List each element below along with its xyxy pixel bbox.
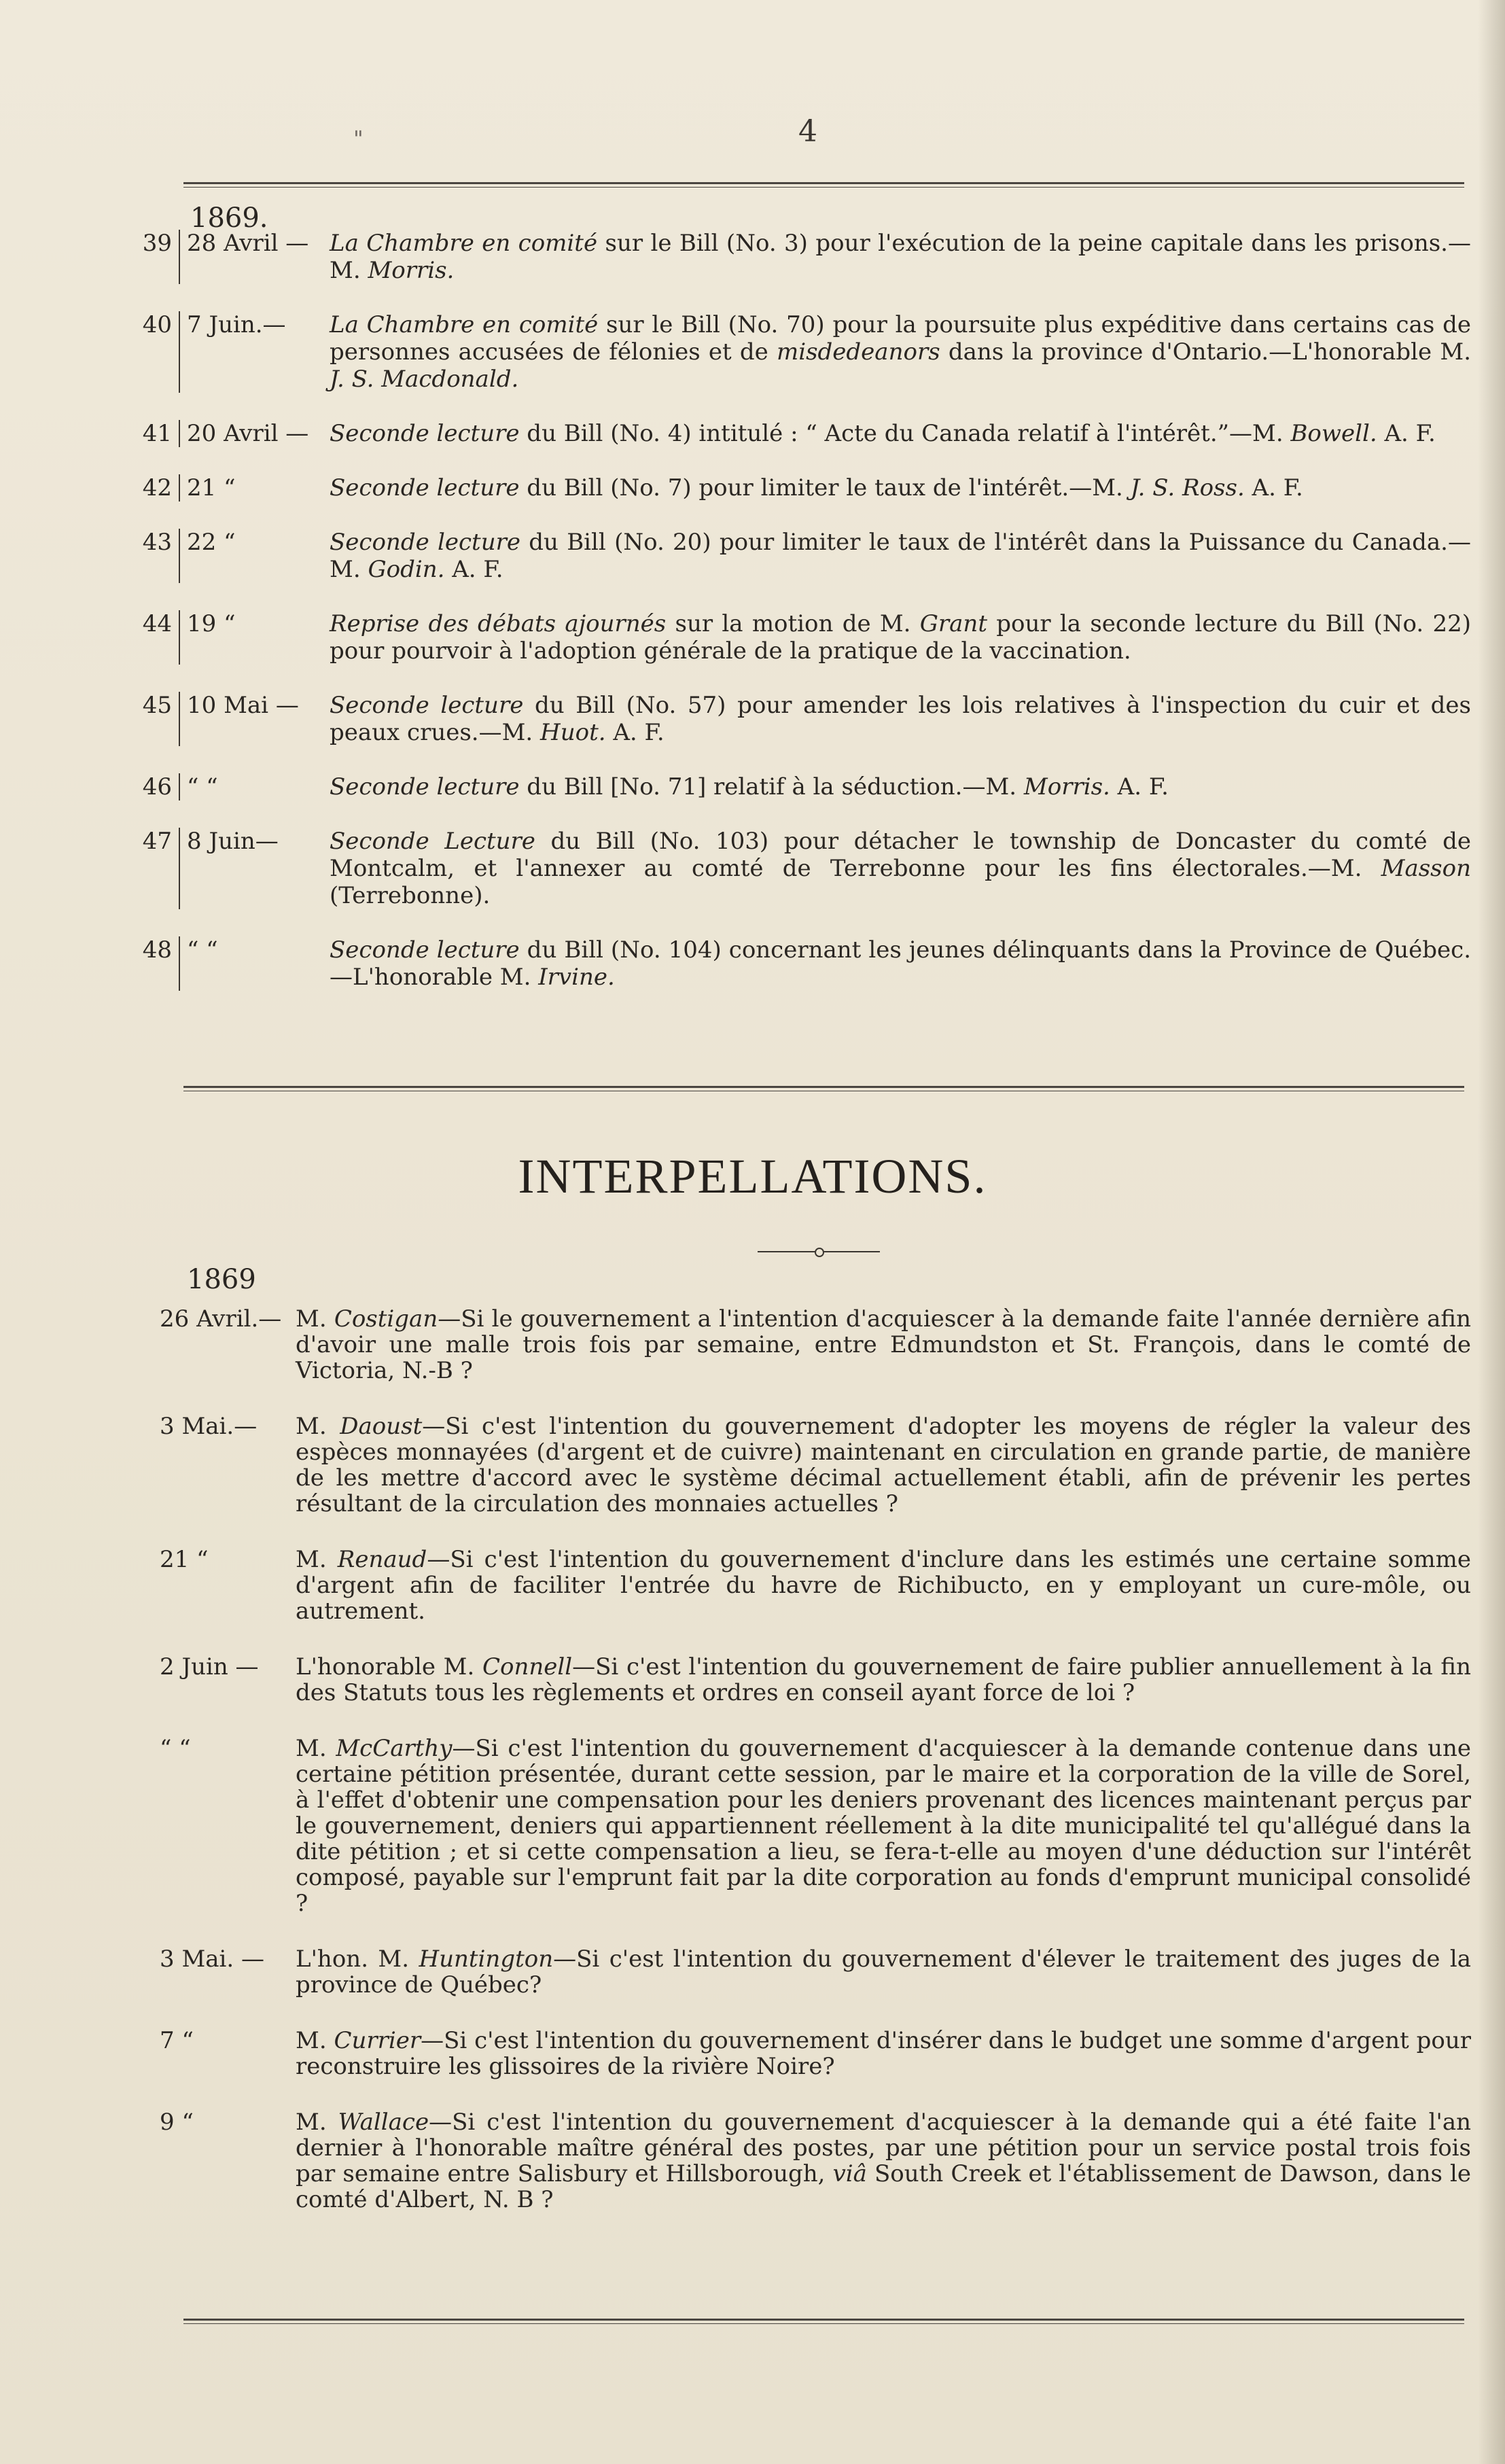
interpellation-row	[160, 1547, 1471, 1624]
motion-text	[330, 610, 1471, 665]
motion-text	[330, 474, 1471, 501]
page-number: 4	[798, 114, 817, 149]
motion-date: 8 Juin—	[187, 828, 279, 855]
motion-text	[330, 692, 1471, 746]
corner-mark: "	[353, 126, 364, 152]
motion-number: 44	[139, 610, 180, 665]
motion-row	[139, 529, 1471, 583]
motion-date: 21 “	[187, 474, 236, 501]
motion-row	[139, 420, 1471, 447]
motion-date: “ “	[187, 773, 218, 800]
motion-date: “ “	[187, 936, 218, 964]
interpellation-date: 2 Juin —	[160, 1653, 259, 1680]
italic-segment: Seconde lecture	[330, 420, 520, 447]
text-segment: —Si c'est l'intention du gouvernement d'inclure dans les estimés une certaine somme d'argent afin de faciliter l'entrée du havre de Richibucto, en y employant un cure-môle, ou autrement.	[296, 1546, 1471, 1625]
italic-segment: Masson	[1381, 855, 1471, 882]
motion-number: 41	[139, 420, 180, 447]
italic-segment: Currier	[334, 2027, 421, 2054]
text-segment: A. F.	[1377, 420, 1436, 447]
italic-segment: misdedeanors	[776, 338, 940, 366]
italic-segment: Seconde lecture	[330, 529, 520, 556]
text-segment: sur le Bill (No. 3) pour l'exécution de la peine capitale dans les prisons.—M.	[330, 230, 1471, 284]
interpellations-year: 1869	[187, 1264, 256, 1295]
interpellation-row	[160, 1946, 1471, 1998]
text-segment: dans la province d'Ontario.—L'honorable M.	[940, 338, 1471, 366]
italic-segment: Morris.	[1023, 773, 1110, 800]
motion-row	[139, 828, 1471, 909]
italic-segment: viâ	[832, 2160, 867, 2187]
interpellation-date: 7 “	[160, 2027, 194, 2054]
interpellations-section	[160, 1264, 1471, 2242]
interpellation-date: 3 Mai.—	[160, 1413, 258, 1440]
italic-segment: J. S. Macdonald.	[330, 366, 519, 393]
motion-number: 47	[139, 828, 180, 909]
text-segment: M.	[296, 2109, 338, 2136]
interpellation-date: 3 Mai. —	[160, 1946, 265, 1973]
text-segment: du Bill [No. 71] relatif à la séduction.—M.	[519, 773, 1024, 800]
interpellation-text	[296, 1413, 1471, 1517]
italic-segment: Seconde lecture	[330, 692, 524, 719]
interpellations-list	[160, 1306, 1471, 2213]
italic-segment: J. S. Ross.	[1130, 474, 1245, 501]
motions-section	[139, 203, 1471, 1018]
italic-segment: Seconde Lecture	[330, 828, 535, 855]
motion-row	[139, 474, 1471, 501]
motion-date: 7 Juin.—	[187, 311, 286, 338]
section-rule	[183, 1086, 1464, 1091]
text-segment: —Si c'est l'intention du gouvernement de faire publier annuellement à la fin des Statuts tous les règlements et ordres en conseil ayant force de loi ?	[296, 1653, 1471, 1706]
italic-segment: Connell	[482, 1653, 573, 1680]
interpellation-text	[296, 2109, 1471, 2213]
motion-row	[139, 773, 1471, 800]
italic-segment: Renaud	[337, 1546, 427, 1573]
motions-list	[139, 230, 1471, 991]
bottom-rule	[183, 2319, 1464, 2324]
motion-number: 40	[139, 311, 180, 393]
interpellation-row	[160, 2028, 1471, 2079]
text-segment: M.	[296, 1546, 338, 1573]
text-segment: A. F.	[444, 556, 503, 583]
text-segment: —Si c'est l'intention du gouvernement d'acquiescer à la demande contenue dans une certaine pétition présentée, durant cette session, par le maire et la corporation de la ville de Sorel, à l'effet d'obtenir une compensation pour les deniers provenant des licences maintenant perçus par le gouvernement, deniers qui appartiennent réellement à la dite municipalité tel qu'allégué dans la dite pétition ; et si cette compensation a lieu, se fera-t-elle au moyen d'une déduction sur l'intérêt composé, payable sur l'emprunt fait par la dite corporation au fonds d'emprunt municipal consolidé ?	[296, 1735, 1471, 1917]
italic-segment: Godin.	[368, 556, 445, 583]
motion-text	[330, 773, 1471, 800]
italic-segment: Wallace	[338, 2109, 429, 2136]
italic-segment: Irvine.	[538, 964, 615, 991]
interpellation-text	[296, 1946, 1471, 1998]
interpellation-text	[296, 1654, 1471, 1706]
text-segment: —Si le gouvernement a l'intention d'acquiescer à la demande faite l'année dernière afin d'avoir une malle trois fois par semaine, entre Edmundston et St. François, dans le comté de Victoria, N.-B ?	[296, 1305, 1471, 1384]
italic-segment: Daoust	[340, 1413, 423, 1440]
text-segment: du Bill (No. 20) pour limiter le taux de l'intérêt dans la Puissance du Canada.—M.	[330, 529, 1471, 583]
text-segment: M.	[296, 2027, 334, 2054]
interpellation-text	[296, 1736, 1471, 1916]
text-segment: A. F.	[1110, 773, 1169, 800]
title-ornament	[758, 1248, 880, 1256]
motion-text	[330, 311, 1471, 393]
italic-segment: Costigan	[334, 1305, 438, 1333]
text-segment: —Si c'est l'intention du gouvernement d'adopter les moyens de régler la valeur des espèces monnayées (d'argent et de cuivre) maintenant en circulation en grande partie, de manière de les mettre d'accord avec le système décimal actuellement établi, afin de prévenir les pertes résultant de la circulation des monnaies actuelles ?	[296, 1413, 1471, 1517]
text-segment: South Creek et l'établissement de Dawson, dans le comté d'Albert, N. B ?	[296, 2160, 1471, 2213]
interpellation-row	[160, 2109, 1471, 2213]
interpellation-row	[160, 1306, 1471, 1384]
page-edge-shadow	[1478, 0, 1505, 2464]
motion-row	[139, 692, 1471, 746]
text-segment: du Bill (No. 57) pour amender les lois relatives à l'inspection du cuir et des peaux crues.—M.	[330, 692, 1471, 746]
motion-text	[330, 529, 1471, 583]
italic-segment: Morris.	[368, 257, 455, 284]
interpellation-date: 26 Avril.—	[160, 1305, 282, 1333]
interpellation-row	[160, 1736, 1471, 1916]
text-segment: du Bill (No. 104) concernant les jeunes délinquants dans la Province de Québec.—L'honorable M.	[330, 936, 1471, 991]
italic-segment: Seconde lecture	[330, 936, 520, 964]
motions-year: 1869.	[190, 203, 268, 234]
text-segment: pour la seconde lecture du Bill (No. 22) pour pourvoir à l'adoption générale de la pratique de la vaccination.	[330, 610, 1472, 665]
top-rule	[183, 182, 1464, 188]
text-segment: —Si c'est l'intention du gouvernement d'insérer dans le budget une somme d'argent pour reconstruire les glissoires de la rivière Noire?	[296, 2027, 1471, 2080]
motion-text	[330, 420, 1471, 447]
text-segment: sur le Bill (No. 70) pour la poursuite plus expéditive dans certains cas de personnes accusées de félonies et de	[330, 311, 1471, 366]
interpellation-date: 9 “	[160, 2109, 194, 2136]
motion-date: 10 Mai —	[187, 692, 299, 719]
italic-segment: Bowell.	[1290, 420, 1377, 447]
text-segment: M.	[296, 1735, 336, 1762]
italic-segment: Seconde lecture	[330, 773, 520, 800]
text-segment: L'hon. M.	[296, 1946, 419, 1973]
text-segment: A. F.	[1244, 474, 1303, 501]
text-segment: M.	[296, 1413, 340, 1440]
text-segment: L'honorable M.	[296, 1653, 482, 1680]
italic-segment: La Chambre en comité	[330, 311, 599, 338]
italic-segment: Seconde lecture	[330, 474, 520, 501]
italic-segment: Reprise des débats ajournés	[330, 610, 667, 637]
text-segment: du Bill (No. 7) pour limiter le taux de l'intérêt.—M.	[519, 474, 1131, 501]
italic-segment: La Chambre en comité	[330, 230, 598, 257]
interpellation-date: “ “	[160, 1735, 191, 1762]
interpellation-text	[296, 1306, 1471, 1384]
motion-date: 28 Avril —	[187, 230, 309, 257]
motion-text	[330, 828, 1471, 909]
motion-number: 45	[139, 692, 180, 746]
motion-number: 43	[139, 529, 180, 583]
text-segment: —Si c'est l'intention du gouvernement d'acquiescer à la demande qui a été faite l'an dernier à l'honorable maître général des postes, par une pétition pour un service postal trois fois par semaine entre Salisbury et Hillsborough,	[296, 2109, 1471, 2187]
text-segment: M.	[296, 1305, 334, 1333]
text-segment: du Bill (No. 4) intitulé : “ Acte du Canada relatif à l'intérêt.”—M.	[519, 420, 1291, 447]
motion-text	[330, 230, 1471, 284]
motion-number: 46	[139, 773, 180, 800]
motion-row	[139, 311, 1471, 393]
section-title: INTERPELLATIONS.	[518, 1149, 987, 1203]
interpellation-text	[296, 1547, 1471, 1624]
motion-row	[139, 936, 1471, 991]
interpellation-text	[296, 2028, 1471, 2079]
motion-date: 19 “	[187, 610, 236, 637]
text-segment: sur la motion de M.	[666, 610, 920, 637]
interpellation-row	[160, 1654, 1471, 1706]
interpellation-row	[160, 1413, 1471, 1517]
interpellation-date: 21 “	[160, 1546, 209, 1573]
motion-number: 48	[139, 936, 180, 991]
motion-date: 22 “	[187, 529, 236, 556]
italic-segment: Huot.	[540, 719, 606, 746]
text-segment: (Terrebonne).	[330, 882, 491, 909]
motion-row	[139, 230, 1471, 284]
text-segment: A. F.	[605, 719, 665, 746]
text-segment: —Si c'est l'intention du gouvernement d'élever le traitement des juges de la province de Québec?	[296, 1946, 1471, 1999]
motion-number: 39	[139, 230, 180, 284]
motion-row	[139, 610, 1471, 665]
motion-number: 42	[139, 474, 180, 501]
motion-text	[330, 936, 1471, 991]
motion-date: 20 Avril —	[187, 420, 309, 447]
italic-segment: Grant	[919, 610, 987, 637]
italic-segment: Huntington	[419, 1946, 554, 1973]
italic-segment: McCarthy	[336, 1735, 453, 1762]
text-segment: du Bill (No. 103) pour détacher le township de Doncaster du comté de Montcalm, et l'annexer au comté de Terrebonne pour les fins électorales.—M.	[330, 828, 1471, 882]
